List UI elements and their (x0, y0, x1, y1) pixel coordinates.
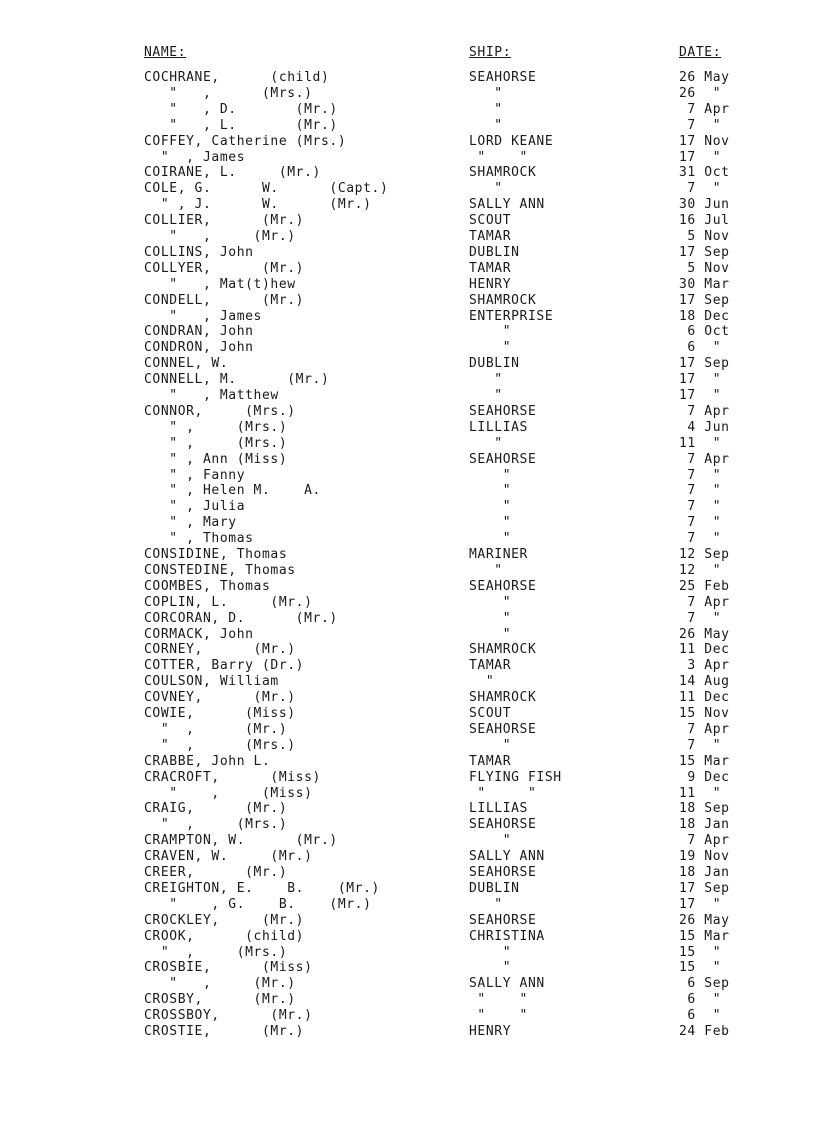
table-row (0, 197, 816, 213)
arrival-date: 15 " (679, 960, 722, 976)
passenger-name: CROSTIE, (Mr.) (144, 1024, 305, 1039)
table-row (0, 165, 816, 181)
arrival-date: 5 Nov (679, 260, 730, 276)
table-row (0, 770, 816, 786)
table-row (0, 563, 816, 579)
table-row (0, 579, 816, 595)
passenger-name: " , Julia (144, 499, 246, 515)
table-row (0, 372, 816, 388)
ship-name: TAMAR (469, 229, 512, 244)
passenger-name: " , (Mrs.) (144, 435, 288, 451)
table-row (0, 897, 816, 913)
passenger-name: COLLINS, John (144, 244, 254, 260)
passenger-name: " , J. W. (Mr.) (144, 197, 372, 213)
passenger-name: COVNEY, (Mr.) (144, 690, 296, 706)
passenger-name: CROSBIE, (Miss) (144, 960, 313, 976)
passenger-name: CORNEY, (Mr.) (144, 642, 296, 658)
table-row (0, 70, 816, 86)
table-row (0, 404, 816, 420)
table-row (0, 706, 816, 722)
ship-name: SEAHORSE (469, 817, 537, 833)
table-row (0, 468, 816, 484)
passenger-name: " , Thomas (144, 531, 254, 547)
arrival-date: 11 " (679, 435, 722, 451)
ship-name: LILLIAS (469, 419, 528, 435)
ship-name: SALLY ANN (469, 976, 545, 992)
arrival-date: 12 " (679, 562, 722, 578)
passenger-name: " , (Mrs.) (144, 737, 296, 753)
ship-name: SHAMROCK (469, 642, 537, 658)
ship-name: SEAHORSE (469, 578, 537, 594)
arrival-date: 18 Jan (679, 817, 730, 833)
arrival-date: 18 Dec (679, 308, 730, 324)
arrival-date: 18 Sep (679, 801, 730, 817)
passenger-name: COTTER, Barry (Dr.) (144, 658, 305, 674)
ship-name: ENTERPRISE (469, 308, 554, 324)
ship-name: LILLIAS (469, 801, 528, 817)
table-row (0, 388, 816, 404)
passenger-name: " , L. (Mr.) (144, 117, 338, 133)
table-row (0, 356, 816, 372)
passenger-name: " , Mat(t)hew (144, 276, 296, 292)
ship-name: SALLY ANN (469, 197, 545, 213)
passenger-name: CONNELL, M. (Mr.) (144, 372, 330, 388)
ship-name: " (469, 117, 503, 133)
arrival-date: 15 Mar (679, 753, 730, 769)
ship-name: SHAMROCK (469, 165, 537, 181)
passenger-name: CREIGHTON, E. B. (Mr.) (144, 880, 380, 896)
arrival-date: 18 Jan (679, 865, 730, 880)
ship-name: " (469, 674, 495, 690)
passenger-name: CRAIG, (Mr.) (144, 801, 288, 817)
passenger-name: " , (Mr.) (144, 229, 296, 244)
table-row (0, 976, 816, 992)
passenger-name: COIRANE, L. (Mr.) (144, 165, 321, 181)
table-row (0, 102, 816, 118)
passenger-name: CROSBY, (Mr.) (144, 992, 296, 1008)
passenger-name: CONSIDINE, Thomas (144, 547, 288, 562)
arrival-date: 15 Nov (679, 706, 730, 721)
ship-name: TAMAR (469, 753, 512, 769)
ship-name: " (469, 515, 512, 531)
arrival-date: 24 Feb (679, 1024, 730, 1039)
table-row (0, 340, 816, 356)
ship-name: " " (469, 992, 528, 1008)
arrival-date: 14 Aug (679, 674, 730, 690)
passenger-name: " , (Mr.) (144, 976, 296, 992)
ship-name: " (469, 101, 503, 117)
table-row (0, 865, 816, 881)
arrival-date: 6 " (679, 992, 722, 1008)
arrival-date: 7 Apr (679, 451, 730, 467)
ship-name: SEAHORSE (469, 451, 537, 467)
passenger-name: CROSSBOY, (Mr.) (144, 1008, 313, 1024)
passenger-name: " , Matthew (144, 388, 279, 403)
header-name: NAME: (144, 45, 187, 60)
passenger-name: COLLYER, (Mr.) (144, 260, 305, 276)
passenger-name: CORCORAN, D. (Mr.) (144, 610, 338, 626)
table-row (0, 849, 816, 865)
arrival-date: 16 Jul (679, 213, 730, 229)
ship-name: " (469, 372, 503, 388)
ship-name: " (469, 562, 503, 578)
ship-name: SHAMROCK (469, 292, 537, 308)
ship-name: CHRISTINA (469, 928, 545, 944)
arrival-date: 12 Sep (679, 547, 730, 562)
ship-name: " (469, 85, 503, 101)
table-row (0, 595, 816, 611)
table-row (0, 134, 816, 150)
passenger-name: COOMBES, Thomas (144, 578, 271, 594)
ship-name: DUBLIN (469, 356, 520, 372)
arrival-date: 26 " (679, 85, 722, 101)
table-row (0, 293, 816, 309)
passenger-name: CONDRAN, John (144, 324, 254, 340)
table-row (0, 913, 816, 929)
table-row (0, 627, 816, 643)
passenger-name: " , Helen M. A. (144, 483, 321, 499)
passenger-name: CROCKLEY, (Mr.) (144, 912, 305, 928)
ship-name: SALLY ANN (469, 849, 545, 865)
passenger-name: " , (Mrs.) (144, 817, 288, 833)
table-row (0, 658, 816, 674)
table-row (0, 452, 816, 468)
table-row (0, 674, 816, 690)
passenger-name: " , (Mrs.) (144, 419, 288, 435)
passenger-name: CONDELL, (Mr.) (144, 292, 305, 308)
arrival-date: 9 Dec (679, 769, 730, 785)
arrival-date: 7 " (679, 467, 722, 483)
ship-name: " (469, 181, 503, 197)
arrival-date: 7 Apr (679, 101, 730, 117)
ship-name: SCOUT (469, 706, 512, 721)
table-row (0, 86, 816, 102)
table-row (0, 420, 816, 436)
arrival-date: 7 " (679, 515, 722, 531)
table-row (0, 801, 816, 817)
table-row (0, 960, 816, 976)
passenger-name: CROOK, (child) (144, 928, 305, 944)
ship-name: " (469, 483, 512, 499)
arrival-date: 26 May (679, 626, 730, 642)
arrival-date: 17 " (679, 372, 722, 388)
table-row (0, 929, 816, 945)
table-row (0, 118, 816, 134)
ship-name: SCOUT (469, 213, 512, 229)
arrival-date: 11 Dec (679, 642, 730, 658)
table-row (0, 1024, 816, 1040)
ship-name: " (469, 833, 512, 849)
table-row (0, 642, 816, 658)
table-row (0, 277, 816, 293)
table-row (0, 786, 816, 802)
arrival-date: 7 Apr (679, 594, 730, 610)
table-row (0, 547, 816, 563)
passenger-name: CRAMPTON, W. (Mr.) (144, 833, 338, 849)
passenger-name: CREER, (Mr.) (144, 865, 288, 880)
ship-name: DUBLIN (469, 244, 520, 260)
passenger-name: CRAVEN, W. (Mr.) (144, 849, 313, 865)
ship-name: " " (469, 149, 528, 165)
arrival-date: 15 " (679, 944, 722, 960)
ship-name: DUBLIN (469, 880, 520, 896)
passenger-name: CRABBE, John L. (144, 753, 271, 769)
arrival-date: 17 Nov (679, 133, 730, 149)
ship-name: " (469, 499, 512, 515)
arrival-date: 6 Oct (679, 324, 730, 340)
ship-name: FLYING FISH (469, 769, 562, 785)
table-row (0, 611, 816, 627)
table-row (0, 245, 816, 261)
ship-name: HENRY (469, 276, 512, 292)
arrival-date: 11 Dec (679, 690, 730, 706)
arrival-date: 6 " (679, 1008, 722, 1024)
arrival-date: 7 Apr (679, 403, 730, 419)
passenger-name: " , Ann (Miss) (144, 451, 288, 467)
table-row (0, 754, 816, 770)
ship-name: " (469, 531, 512, 547)
arrival-date: 17 Sep (679, 244, 730, 260)
ship-name: LORD KEANE (469, 133, 554, 149)
passenger-name: COWIE, (Miss) (144, 706, 296, 721)
passenger-name: " , (Mr.) (144, 721, 288, 737)
passenger-name: " , (Mrs.) (144, 944, 288, 960)
arrival-date: 7 " (679, 531, 722, 547)
ship-name: " (469, 626, 512, 642)
ship-name: " (469, 594, 512, 610)
passenger-name: COFFEY, Catherine (Mrs.) (144, 133, 347, 149)
header-ship: SHIP: (469, 45, 512, 60)
passenger-name: COLLIER, (Mr.) (144, 213, 305, 229)
table-row (0, 992, 816, 1008)
arrival-date: 31 Oct (679, 165, 730, 181)
arrival-date: 17 Sep (679, 880, 730, 896)
ship-name: " " (469, 1008, 528, 1024)
ship-name: " (469, 896, 503, 912)
arrival-date: 26 May (679, 70, 730, 85)
ship-name: " (469, 944, 512, 960)
table-row (0, 722, 816, 738)
table-row (0, 309, 816, 325)
table-row (0, 213, 816, 229)
table-row (0, 531, 816, 547)
ship-name: SEAHORSE (469, 721, 537, 737)
passenger-name: " , James (144, 308, 262, 324)
ship-name: " (469, 610, 512, 626)
arrival-date: 7 " (679, 499, 722, 515)
table-row (0, 690, 816, 706)
arrival-date: 6 " (679, 340, 722, 356)
ship-name: TAMAR (469, 658, 512, 674)
table-row (0, 738, 816, 754)
passenger-name: CONNEL, W. (144, 356, 229, 372)
ship-name: " (469, 388, 503, 403)
passenger-name: " , D. (Mr.) (144, 101, 338, 117)
passenger-name: CRACROFT, (Miss) (144, 769, 321, 785)
arrival-date: 26 May (679, 912, 730, 928)
ship-name: " (469, 467, 512, 483)
table-row (0, 483, 816, 499)
table-row (0, 515, 816, 531)
arrival-date: 5 Nov (679, 229, 730, 244)
ship-name: " (469, 737, 512, 753)
arrival-date: 17 " (679, 149, 722, 165)
ship-name: HENRY (469, 1024, 512, 1039)
header-date: DATE: (679, 45, 722, 60)
table-row (0, 181, 816, 197)
arrival-date: 19 Nov (679, 849, 730, 865)
ship-name: " (469, 435, 503, 451)
arrival-date: 17 Sep (679, 292, 730, 308)
ship-name: SEAHORSE (469, 865, 537, 880)
ship-name: MARINER (469, 547, 528, 562)
ship-name: " " (469, 785, 537, 801)
passenger-name: COPLIN, L. (Mr.) (144, 594, 313, 610)
table-row (0, 881, 816, 897)
arrival-date: 17 Sep (679, 356, 730, 372)
arrival-date: 7 " (679, 737, 722, 753)
passenger-name: " , (Mrs.) (144, 85, 313, 101)
arrival-date: 17 " (679, 388, 722, 403)
passenger-name: " , (Miss) (144, 785, 313, 801)
arrival-date: 6 Sep (679, 976, 730, 992)
arrival-date: 7 " (679, 610, 722, 626)
arrival-date: 4 Jun (679, 419, 730, 435)
arrival-date: 30 Jun (679, 197, 730, 213)
arrival-date: 7 Apr (679, 721, 730, 737)
passenger-name: " , Mary (144, 515, 237, 531)
table-row (0, 229, 816, 245)
ship-name: SEAHORSE (469, 403, 537, 419)
passenger-name: " , Fanny (144, 467, 246, 483)
ship-name: " (469, 960, 512, 976)
arrival-date: 7 Apr (679, 833, 730, 849)
ship-name: TAMAR (469, 260, 512, 276)
passenger-name: " , James (144, 149, 246, 165)
table-row (0, 817, 816, 833)
passenger-name: COLE, G. W. (Capt.) (144, 181, 389, 197)
passenger-name: COCHRANE, (child) (144, 70, 330, 85)
passenger-name: CORMACK, John (144, 626, 254, 642)
ship-name: " (469, 340, 512, 356)
arrival-date: 25 Feb (679, 578, 730, 594)
arrival-date: 7 " (679, 483, 722, 499)
table-row (0, 324, 816, 340)
table-row (0, 499, 816, 515)
table-row (0, 261, 816, 277)
table-row (0, 1008, 816, 1024)
passenger-name: " , G. B. (Mr.) (144, 896, 372, 912)
passenger-name: COULSON, William (144, 674, 279, 690)
table-row (0, 150, 816, 166)
table-row (0, 436, 816, 452)
passenger-name: CONNOR, (Mrs.) (144, 403, 296, 419)
passenger-name: CONDRON, John (144, 340, 254, 356)
table-row (0, 833, 816, 849)
passenger-name: CONSTEDINE, Thomas (144, 562, 296, 578)
ship-name: SEAHORSE (469, 70, 537, 85)
ship-name: SEAHORSE (469, 912, 537, 928)
arrival-date: 3 Apr (679, 658, 730, 674)
table-row (0, 945, 816, 961)
arrival-date: 7 " (679, 181, 722, 197)
arrival-date: 7 " (679, 117, 722, 133)
arrival-date: 30 Mar (679, 276, 730, 292)
arrival-date: 17 " (679, 896, 722, 912)
ship-name: SHAMROCK (469, 690, 537, 706)
arrival-date: 15 Mar (679, 928, 730, 944)
ship-name: " (469, 324, 512, 340)
arrival-date: 11 " (679, 785, 722, 801)
